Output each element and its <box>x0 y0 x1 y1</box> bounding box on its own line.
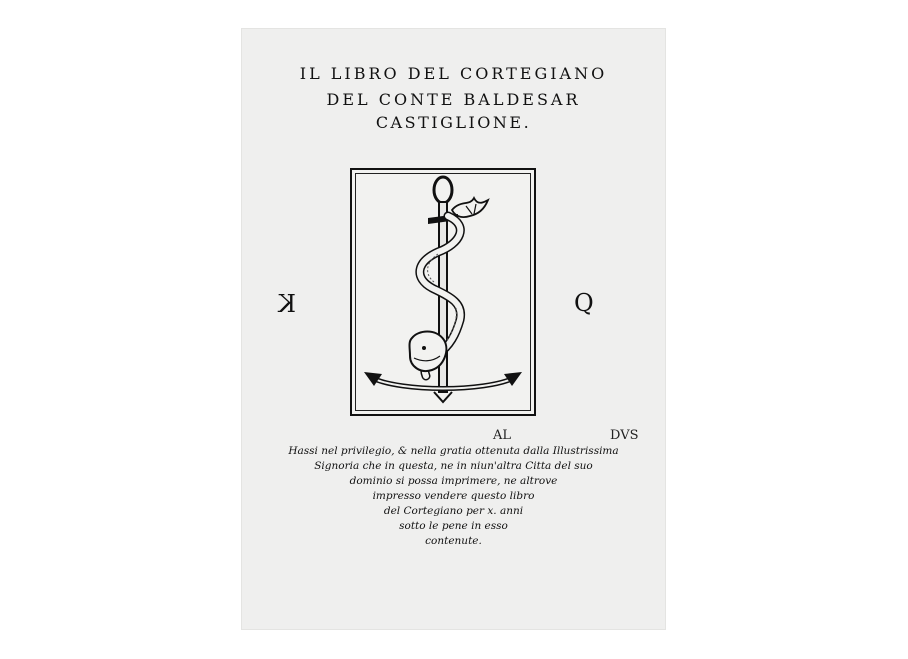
book-title-page <box>241 28 666 630</box>
privilege-line: contenute. <box>425 535 482 547</box>
side-letter-right: Q <box>574 289 594 317</box>
privilege-line: sotto le pene in esso <box>399 520 508 532</box>
device-mark-right: DVS <box>610 428 639 443</box>
privilege-line: del Cortegiano per x. anni <box>383 505 524 517</box>
title-line-3: CASTIGLIONE. <box>375 113 532 132</box>
side-letter-left: K <box>278 290 296 318</box>
privilege-line: impresso vendere questo libro <box>372 490 535 502</box>
privilege-line: dominio si possa imprimere, ne altrove <box>349 475 558 487</box>
privilege-notice <box>281 444 626 549</box>
device-mark-left: AL <box>493 428 512 443</box>
anchor-dolphin-icon <box>352 170 534 414</box>
printer-device-frame <box>350 168 639 443</box>
privilege-line: Hassi nel privilegio, & nella gratia ottenuta dalla Illustrissima <box>288 445 619 457</box>
privilege-line: Signoria che in questa, ne in niun'altra Citta del suo <box>314 460 593 472</box>
title-line-1: IL LIBRO DEL CORTEGIANO <box>299 64 608 83</box>
title-line-2: DEL CONTE BALDESAR <box>326 90 581 109</box>
